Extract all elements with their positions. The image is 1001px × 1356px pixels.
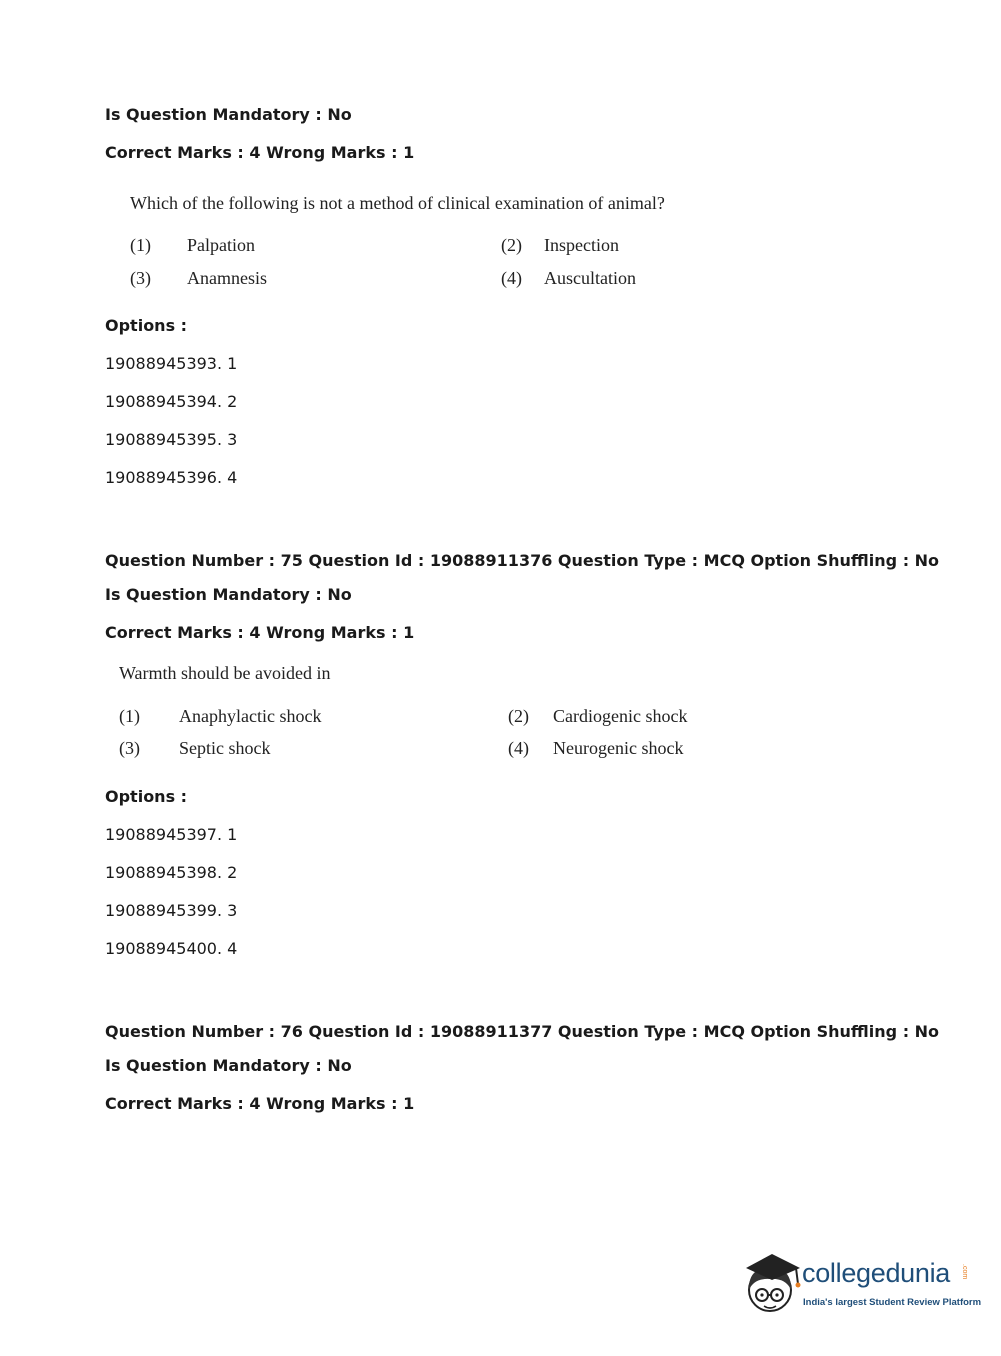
choice-text: Auscultation: [544, 268, 636, 288]
choice-text: Septic shock: [179, 738, 271, 758]
option-item: 19088945399. 3: [105, 901, 238, 920]
choice-text: Cardiogenic shock: [553, 706, 688, 726]
logo-wordmark: collegedunia: [802, 1258, 951, 1288]
choice-text: Inspection: [544, 235, 619, 255]
choice-number: (4): [508, 738, 529, 758]
choice-number: (1): [119, 706, 140, 726]
choice-number: (4): [501, 268, 522, 288]
collegedunia-logo: [742, 1250, 982, 1322]
choice-text: Palpation: [187, 235, 255, 255]
options-label: Options :: [105, 787, 188, 806]
logo-tagline: India's largest Student Review Platform: [803, 1297, 982, 1308]
choice-text: Neurogenic shock: [553, 738, 684, 758]
choice-number: (3): [130, 268, 151, 288]
choice-number: (2): [508, 706, 529, 726]
question-text: Warmth should be avoided in: [119, 663, 331, 683]
choice-text: Anamnesis: [187, 268, 267, 288]
question-header: Question Number : 75 Question Id : 19088911376 Question Type : MCQ Option Shuffling : No: [105, 551, 940, 570]
question-marks: Correct Marks : 4 Wrong Marks : 1: [105, 143, 415, 162]
option-item: 19088945393. 1: [105, 354, 238, 373]
option-item: 19088945400. 4: [105, 939, 238, 958]
option-item: 19088945397. 1: [105, 825, 238, 844]
option-item: 19088945395. 3: [105, 430, 238, 449]
question-marks: Correct Marks : 4 Wrong Marks : 1: [105, 1094, 415, 1113]
question-header: Question Number : 76 Question Id : 19088911377 Question Type : MCQ Option Shuffling : No: [105, 1022, 940, 1041]
logo-domain: .com: [961, 1264, 968, 1280]
question-mandatory: Is Question Mandatory : No: [105, 1056, 352, 1075]
options-label: Options :: [105, 316, 188, 335]
choice-number: (2): [501, 235, 522, 255]
option-item: 19088945394. 2: [105, 392, 238, 411]
choice-number: (3): [119, 738, 140, 758]
mascot-icon: [742, 1250, 802, 1322]
option-item: 19088945398. 2: [105, 863, 238, 882]
option-item: 19088945396. 4: [105, 468, 238, 487]
question-mandatory: Is Question Mandatory : No: [105, 585, 352, 604]
question-mandatory: Is Question Mandatory : No: [105, 105, 352, 124]
question-text: Which of the following is not a method of clinical examination of animal?: [130, 193, 665, 213]
choice-number: (1): [130, 235, 151, 255]
question-marks: Correct Marks : 4 Wrong Marks : 1: [105, 623, 415, 642]
choice-text: Anaphylactic shock: [179, 706, 322, 726]
